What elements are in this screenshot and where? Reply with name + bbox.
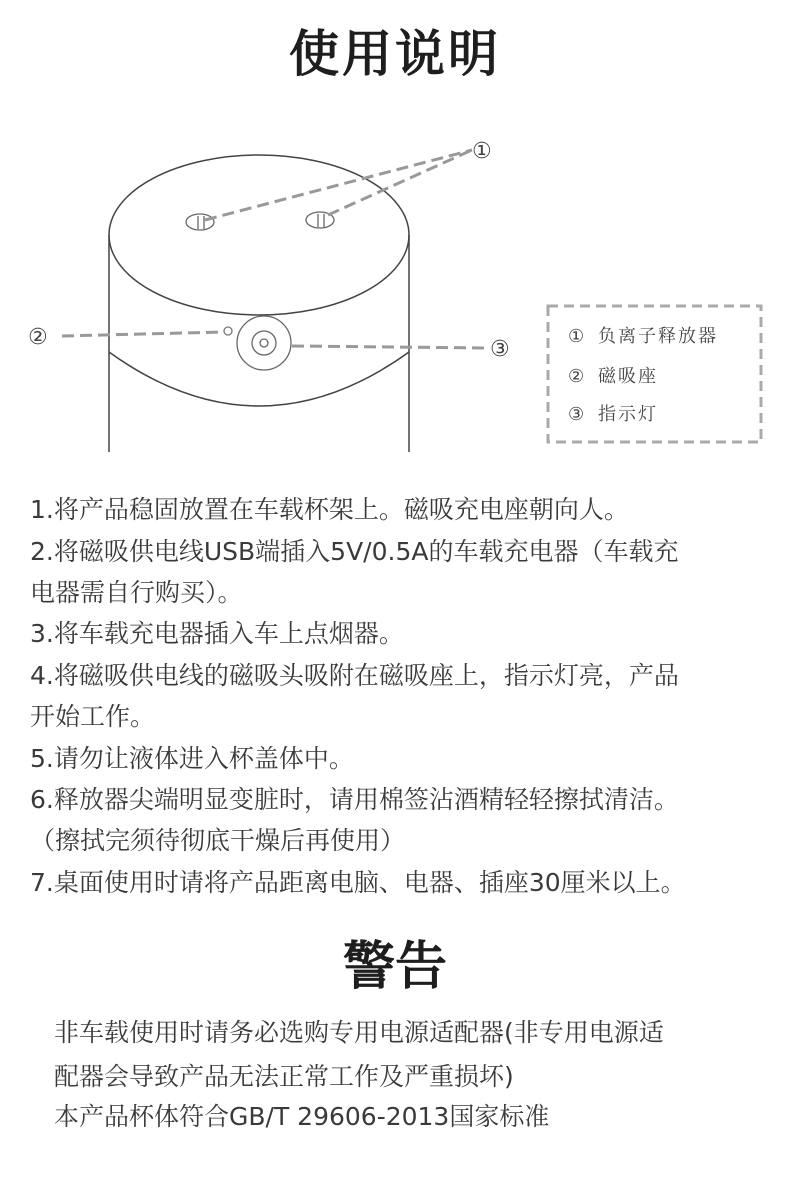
legend-label-3: 指示灯	[598, 404, 658, 425]
leader-line-3	[292, 346, 488, 348]
instruction-step-4: 4.将磁吸供电线的磁吸头吸附在磁吸座上，指示灯亮，产品	[30, 661, 679, 690]
instruction-step-1: 1.将产品稳固放置在车载杯架上。磁吸充电座朝向人。	[30, 495, 629, 524]
leader-line-2	[62, 332, 224, 336]
callout-1: ①	[472, 139, 492, 164]
warning-title: 警告	[342, 937, 447, 997]
instruction-step-3: 3.将车载充电器插入车上点烟器。	[30, 619, 404, 648]
legend-label-1: 负离子释放器	[598, 326, 718, 347]
magnetic-seat	[237, 316, 291, 370]
callout-3: ③	[490, 337, 510, 362]
instruction-step-5: 5.请勿让液体进入杯盖体中。	[30, 744, 354, 773]
warning-line-3: 本产品杯体符合GB/T 29606-2013国家标准	[54, 1102, 550, 1131]
instruction-step-6: 6.释放器尖端明显变脏时，请用棉签沾酒精轻轻擦拭清洁。	[30, 785, 679, 814]
page-title: 使用说明	[289, 25, 501, 83]
legend-num-3: ③	[568, 404, 585, 425]
cylinder-band	[109, 352, 409, 406]
instruction-step-2-cont: 电器需自行购买）。	[30, 578, 243, 607]
instruction-step-4-cont: 开始工作。	[30, 702, 156, 731]
ion-releaser-left	[186, 214, 214, 230]
callout-2: ②	[28, 325, 48, 350]
legend-num-2: ②	[568, 366, 585, 387]
warning-line-2: 配器会导致产品无法正常工作及严重损坏)	[54, 1062, 514, 1091]
legend-num-1: ①	[568, 326, 585, 347]
warning-line-1: 非车载使用时请务必选购专用电源适配器(非专用电源适	[54, 1018, 664, 1047]
product-diagram	[0, 120, 790, 470]
instruction-step-2: 2.将磁吸供电线USB端插入5V/0.5A的车载充电器（车载充	[30, 537, 679, 566]
instruction-step-7: 7.桌面使用时请将产品距离电脑、电器、插座30厘米以上。	[30, 868, 686, 897]
instruction-step-6-cont: （擦拭完须待彻底干燥后再使用）	[30, 826, 406, 855]
cylinder-sides	[109, 235, 409, 452]
legend-label-2: 磁吸座	[598, 366, 658, 387]
indicator-light	[224, 327, 232, 335]
